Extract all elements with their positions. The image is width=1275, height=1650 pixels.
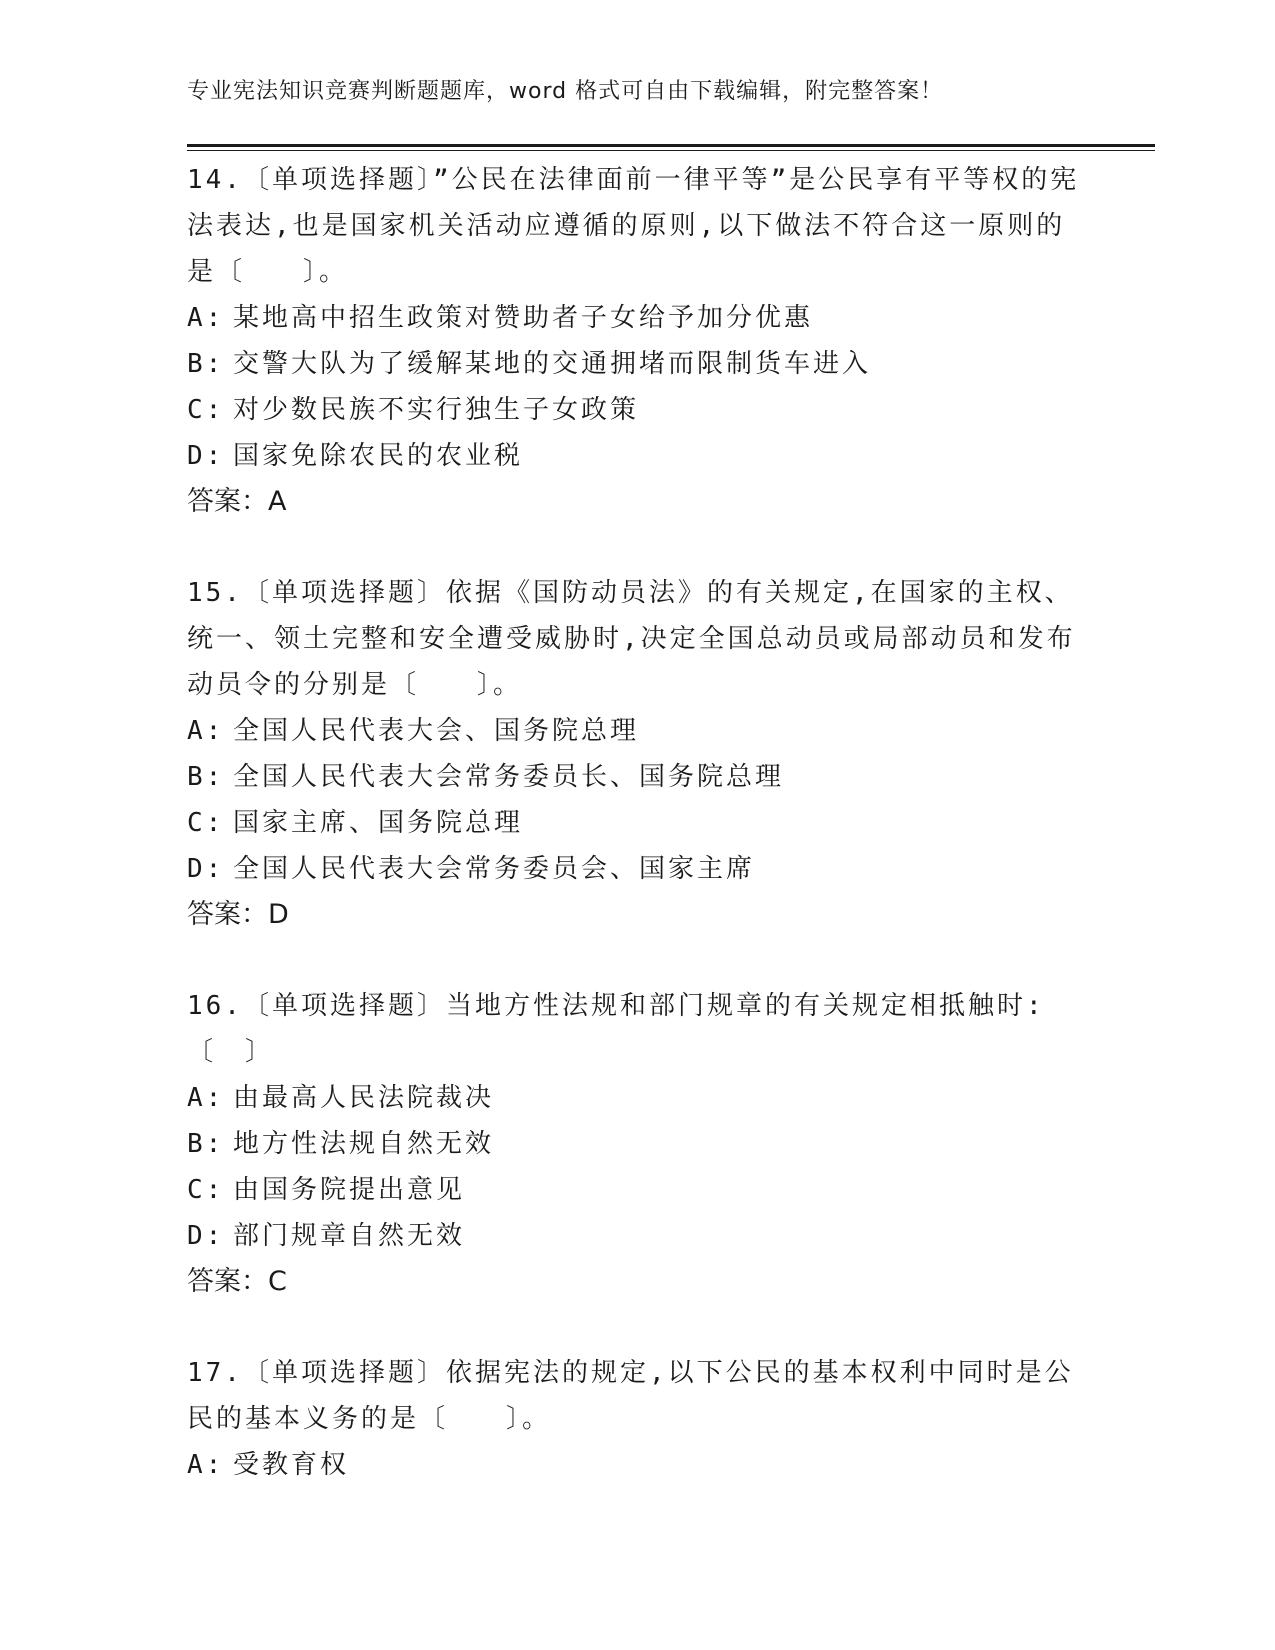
document-header: 专业宪法知识竞赛判断题题库，word 格式可自由下载编辑，附完整答案！: [187, 79, 944, 104]
option-text: 全国人民代表大会常务委员长、国务院总理: [233, 762, 785, 792]
answer-line: [187, 479, 1087, 525]
question-text: 15.〔单项选择题〕依据《国防动员法》的有关规定,在国家的主权、统一、领土完整和安全遭受威胁时,决定全国总动员或局部动员和发布动员令的分别是〔 〕。: [187, 578, 1076, 700]
answer-value: D: [268, 899, 289, 930]
option-text: 国家免除农民的农业税: [233, 441, 524, 471]
option-c: [187, 387, 1087, 433]
option-a: [187, 295, 1087, 341]
option-b: [187, 754, 1087, 800]
option-text: 地方性法规自然无效: [233, 1129, 495, 1159]
option-a: [187, 1442, 1087, 1488]
option-letter: C:: [187, 1175, 225, 1205]
option-letter: C:: [187, 395, 225, 425]
option-b: [187, 341, 1087, 387]
option-a: [187, 1075, 1087, 1121]
option-text: 由国务院提出意见: [233, 1175, 466, 1205]
option-letter: D:: [187, 1221, 225, 1251]
option-text: 对少数民族不实行独生子女政策: [233, 395, 640, 425]
option-letter: D:: [187, 854, 225, 884]
option-letter: A:: [187, 1083, 225, 1113]
answer-line: [187, 892, 1087, 938]
option-b: [187, 1121, 1087, 1167]
option-text: 某地高中招生政策对赞助者子女给予加分优惠: [233, 303, 814, 333]
option-text: 受教育权: [233, 1450, 350, 1480]
question-17: [187, 1350, 1087, 1488]
question-14: [187, 157, 1087, 525]
option-text: 由最高人民法院裁决: [233, 1083, 495, 1113]
option-letter: A:: [187, 716, 225, 746]
header-rule-thin: [187, 150, 1155, 151]
option-d: [187, 433, 1087, 479]
option-text: 交警大队为了缓解某地的交通拥堵而限制货车进入: [233, 349, 872, 379]
option-text: 部门规章自然无效: [233, 1221, 466, 1251]
answer-value: A: [268, 486, 287, 517]
header-rule-thick: [187, 144, 1155, 147]
option-letter: B:: [187, 762, 225, 792]
answer-label: 答案：: [187, 1266, 268, 1297]
answer-value: C: [268, 1266, 287, 1297]
option-letter: A:: [187, 1450, 225, 1480]
option-c: [187, 1167, 1087, 1213]
question-text: 17.〔单项选择题〕依据宪法的规定,以下公民的基本权利中同时是公民的基本义务的是〔 〕。: [187, 1358, 1074, 1434]
option-letter: A:: [187, 303, 225, 333]
option-a: [187, 708, 1087, 754]
option-d: [187, 1213, 1087, 1259]
option-letter: B:: [187, 1129, 225, 1159]
question-16: [187, 983, 1087, 1305]
question-list: [187, 157, 1087, 1533]
question-15: [187, 570, 1087, 938]
question-text: 16.〔单项选择题〕当地方性法规和部门规章的有关规定相抵触时:〔 〕: [187, 991, 1045, 1067]
answer-line: [187, 1259, 1087, 1305]
answer-label: 答案：: [187, 486, 268, 517]
option-text: 全国人民代表大会常务委员会、国家主席: [233, 854, 756, 884]
option-text: 全国人民代表大会、国务院总理: [233, 716, 640, 746]
answer-label: 答案：: [187, 899, 268, 930]
option-d: [187, 846, 1087, 892]
option-letter: C:: [187, 808, 225, 838]
question-text: 14.〔单项选择题〕”公民在法律面前一律平等”是公民享有平等权的宪法表达,也是国家机关活动应遵循的原则,以下做法不符合这一原则的是〔 〕。: [187, 165, 1080, 287]
option-letter: B:: [187, 349, 225, 379]
option-c: [187, 800, 1087, 846]
option-letter: D:: [187, 441, 225, 471]
option-text: 国家主席、国务院总理: [233, 808, 524, 838]
